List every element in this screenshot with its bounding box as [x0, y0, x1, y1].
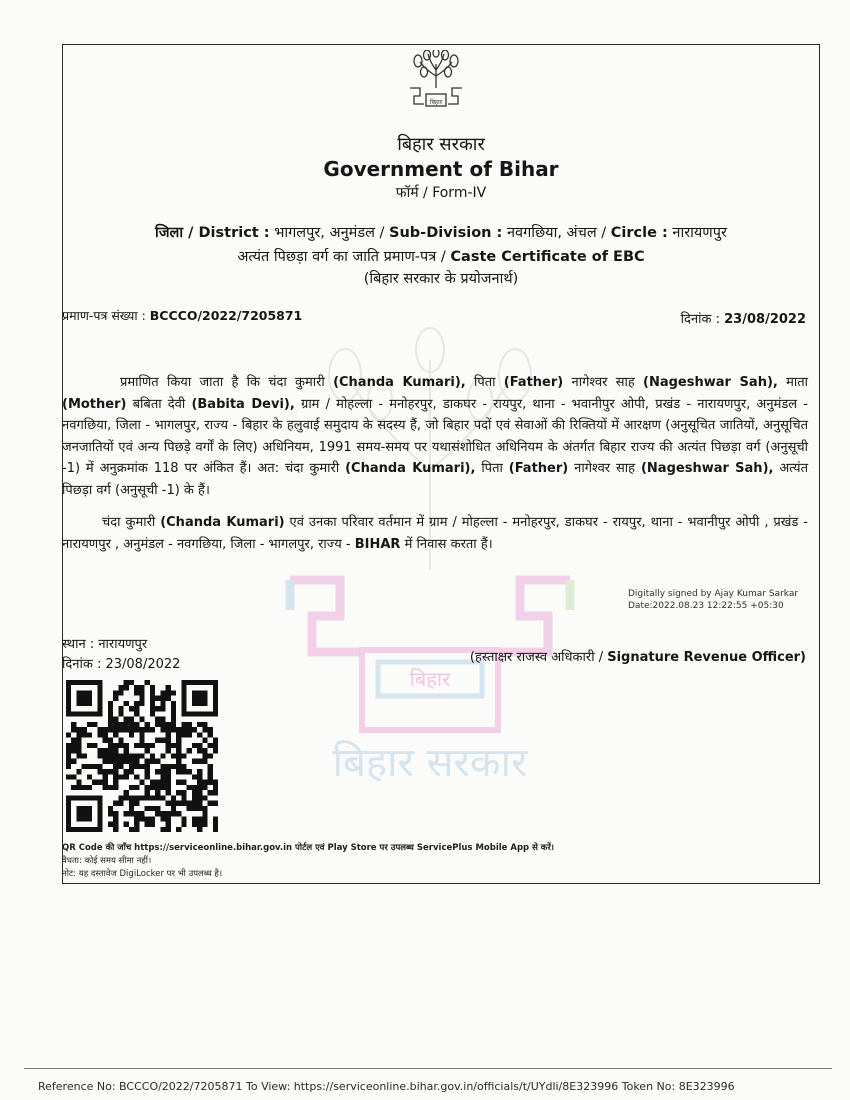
text-segment: चंदा कुमारी — [102, 515, 156, 530]
father-name-english: (Nageshwar Sah), — [643, 375, 778, 390]
circle-prefix: अंचल / — [566, 225, 607, 241]
footer-divider — [24, 1068, 832, 1069]
subdivision-prefix: अनुमंडल / — [329, 225, 385, 241]
digital-signature-signer: Digitally signed by Ajay Kumar Sarkar — [628, 589, 799, 599]
officer-signature-english: Signature Revenue Officer) — [607, 650, 806, 665]
certificate-date — [681, 309, 806, 327]
text-segment: अत्यंत पिछड़ा वर्ग (अनुसूची -1) के हैं। — [62, 461, 809, 498]
svg-text:बिहार: बिहार — [409, 667, 451, 691]
text-segment: नागेश्वर साह — [571, 375, 635, 390]
father-label: (Father) — [508, 461, 569, 476]
digital-signature — [628, 588, 798, 612]
qr-modules — [66, 680, 218, 832]
applicant-name-english: (Chanda Kumari) — [160, 515, 285, 530]
reference-footer: Reference No: BCCCO/2022/7205871 To View: https://serviceonline.bihar.gov.in/officials/t/UYdli/8E323996 Token No: 8E323996 — [38, 1080, 735, 1093]
certificate-purpose: (बिहार सरकार के प्रयोजनार्थ) — [363, 271, 519, 287]
certificate-number-value: BCCCO/2022/7205871 — [149, 308, 303, 323]
mother-label: (Mother) — [62, 396, 127, 412]
text-segment: पिता — [481, 461, 503, 476]
text-segment: बबिता देवी — [132, 396, 186, 412]
svg-text:बिहार: बिहार — [429, 99, 443, 106]
certificate-title — [62, 246, 820, 266]
certificate-body-paragraph-2 — [62, 512, 808, 555]
digital-signature-date: Date:2022.08.23 12:22:55 +05:30 — [628, 601, 784, 611]
circle-value: नारायणपुर — [672, 225, 727, 241]
officer-signature-label — [470, 647, 806, 665]
form-label: फॉर्म / Form-IV — [395, 185, 487, 201]
mother-name-english: (Babita Devi), — [191, 396, 295, 412]
text-segment: पिता — [473, 375, 496, 390]
state-name-english: Government of Bihar — [323, 157, 559, 181]
certificate-date-value: 23/08/2022 — [724, 312, 806, 327]
qr-code — [66, 680, 218, 832]
text-segment: माता — [786, 375, 808, 390]
place: स्थान : नारायणपुर — [62, 637, 148, 652]
applicant-name-english: (Chanda Kumari), — [333, 375, 466, 390]
bihar-emblem-icon — [404, 50, 468, 110]
certificate-title-english: Caste Certificate of EBC — [450, 249, 645, 265]
text-segment: एवं उनका परिवार वर्तमान में ग्राम / मोहल्ला - मनोहरपुर, डाकघर - रायपुर, थाना - भवानीपुर ओपी , प्रखंड - नारायणपुर , अनुमंडल - नवगछिया, जिला - भागलपुर, राज्य - — [62, 515, 808, 552]
certificate-title-hindi: अत्यंत पिछड़ा वर्ग का जाति प्रमाण-पत्र / — [237, 249, 446, 265]
certificate-date-label: दिनांक : — [680, 312, 720, 327]
subdivision-value: नवगछिया, — [506, 225, 562, 241]
state-name-hindi: बिहार सरकार — [397, 134, 485, 155]
text-segment: नागेश्वर साह — [574, 461, 636, 476]
digilocker-note: नोट: यह दस्तावेज DigiLocker पर भी उपलब्ध है। — [62, 869, 223, 879]
state-english: BIHAR — [354, 536, 401, 552]
place-date: दिनांक : 23/08/2022 — [62, 657, 181, 672]
text-segment: प्रमाणित किया जाता है कि चंदा कुमारी — [120, 375, 325, 390]
father-label: (Father) — [503, 375, 564, 390]
father-name-english: (Nageshwar Sah), — [640, 461, 774, 476]
text-segment: में निवास करता हैं। — [404, 536, 493, 552]
district-value: भागलपुर, — [274, 225, 325, 241]
district-label: जिला / District : — [155, 225, 270, 241]
svg-text:बिहार सरकार: बिहार सरकार — [332, 740, 528, 786]
applicant-name-english: (Chanda Kumari), — [345, 461, 476, 476]
circle-label: Circle : — [610, 225, 668, 241]
certificate-number-label: प्रमाण-पत्र संख्या : — [62, 308, 146, 323]
subdivision-label: Sub-Division : — [389, 225, 503, 241]
text-segment: ग्राम / मोहल्ला - मनोहरपुर, डाकघर - रायपुर, थाना - भवानीपुर ओपी, प्रखंड - नारायणपुर, अनुमंडल - नवगछिया, जिला - भागलपुर, राज्य - बिहार के हलुवाई समुदाय के सदस्य हैं, जो बिहार पदों एवं सेवाओं की रिक्तियों में आरक्षण (अनुसूचित जातियों, अनुसूचित जनजातियों एवं अन्य पिछड़े वर्गों के लिए) अधिनियम, 1991 समय-समय पर यथासंशोधित अधिनियम के अंतर्गत बिहार राज्य की अत्यंत पिछड़ा वर्ग (अनुसूची -1) में अनुक्रमांक 118 पर अंकित हैं। अत: चंदा कुमारी — [62, 396, 808, 476]
validity-note: वैधता: कोई समय सीमा नहीं। — [62, 856, 152, 866]
officer-signature-hindi: (हस्ताक्षर राजस्व अधिकारी / — [469, 650, 604, 665]
certificate-body-paragraph-1 — [62, 372, 808, 501]
qr-check-note: QR Code की जाँच https://serviceonline.bihar.gov.in पोर्टल एवं Play Store पर उपलब्ध ServicePlus Mobile App से करें। — [62, 843, 555, 853]
jurisdiction-line — [62, 222, 820, 242]
certificate-number — [62, 307, 302, 324]
